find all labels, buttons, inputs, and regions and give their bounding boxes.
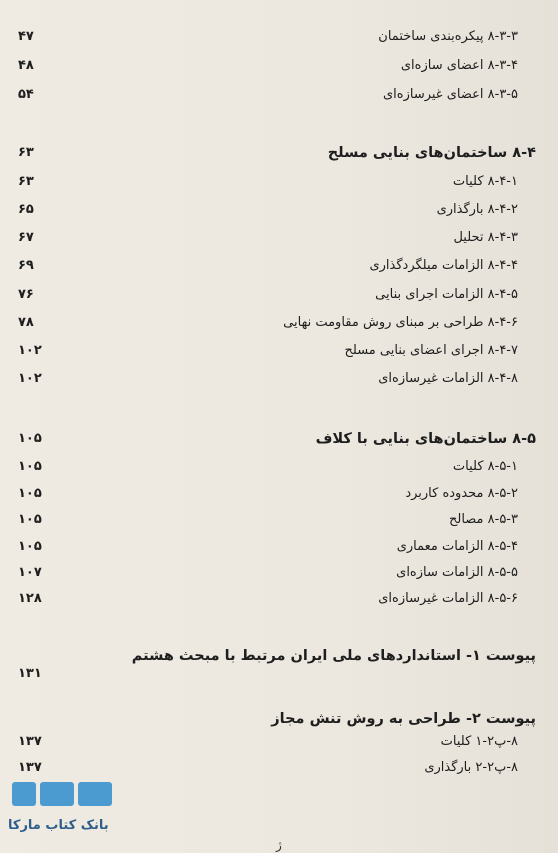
- toc-entry[interactable]: [0, 562, 558, 584]
- toc-entry[interactable]: [0, 26, 558, 48]
- marka-logo: [6, 782, 126, 842]
- toc-entry-title: ۸-۵-۲ محدوده کاربرد: [405, 486, 518, 501]
- toc-entry[interactable]: [0, 255, 558, 277]
- toc-entry-page: ۱۰۵: [18, 539, 42, 554]
- toc-entry-title: ۸-۵-۳ مصالح: [448, 512, 518, 527]
- toc-entry[interactable]: [0, 84, 558, 106]
- toc-appendix-page: ۱۳۱: [18, 666, 42, 681]
- toc-entry-page: ۱۰۵: [18, 512, 42, 527]
- toc-entry[interactable]: [0, 227, 558, 249]
- toc-entry[interactable]: [0, 757, 558, 779]
- toc-section-title: ۸-۵ ساختمان‌های بنایی با کلاف: [315, 431, 536, 447]
- toc-entry-page: ۱۰۷: [18, 565, 42, 580]
- toc-entry[interactable]: [0, 199, 558, 221]
- toc-entry-title: ۸-۴-۵ الزامات اجرای بنایی: [375, 287, 518, 302]
- toc-entry-title: ۸-۴-۳ تحلیل: [453, 230, 518, 245]
- toc-appendix[interactable]: [0, 708, 558, 730]
- toc-entry[interactable]: [0, 55, 558, 77]
- toc-entry-page: ۱۰۲: [18, 371, 42, 386]
- toc-entry-page: ۷۶: [18, 287, 34, 302]
- toc-entry-title: ۸-۳-۴ اعضای سازه‌ای: [400, 58, 518, 73]
- watermark-text: بانک کتاب مارکا: [8, 818, 109, 833]
- toc-appendix-title: پیوست ۱- استانداردهای ملی ایران مرتبط با مبحث هشتم: [131, 648, 536, 664]
- toc-entry-title: ۸-۵-۶ الزامات غیرسازه‌ای: [378, 591, 518, 606]
- toc-section-page: ۱۰۵: [18, 431, 42, 446]
- toc-entry-page: ۱۳۷: [18, 760, 42, 775]
- toc-entry[interactable]: [0, 588, 558, 610]
- toc-section[interactable]: [0, 142, 558, 164]
- toc-entry[interactable]: [0, 312, 558, 334]
- toc-entry-page: ۶۷: [18, 230, 34, 245]
- toc-entry[interactable]: [0, 340, 558, 362]
- toc-entry-title: ۸-۳-۵ اعضای غیرسازه‌ای: [382, 87, 518, 102]
- toc-entry-title: ۸-۵-۱ کلیات: [452, 459, 518, 474]
- toc-entry-title: ۸-۴-۷ اجرای اعضای بنایی مسلح: [344, 343, 518, 358]
- toc-entry-page: ۱۲۸: [18, 591, 42, 606]
- toc-section-title: ۸-۴ ساختمان‌های بنایی مسلح: [327, 145, 536, 161]
- toc-entry-page: ۷۸: [18, 315, 34, 330]
- page-footer: ژ: [276, 838, 282, 852]
- toc-section[interactable]: [0, 428, 558, 450]
- logo-mark-icon: [12, 782, 116, 808]
- toc-entry-page: ۱۰۵: [18, 459, 42, 474]
- toc-entry[interactable]: [0, 171, 558, 193]
- toc-entry-page: ۵۴: [18, 87, 34, 102]
- toc-entry[interactable]: [0, 509, 558, 531]
- toc-entry-title: ۸-۴-۱ کلیات: [452, 174, 518, 189]
- toc-entry-title: ۸-پ۲-۲ بارگذاری: [424, 760, 518, 775]
- toc-entry-title: ۸-پ۲-۱ کلیات: [440, 734, 518, 749]
- toc-entry-page: ۶۹: [18, 258, 34, 273]
- toc-entry-title: ۸-۳-۳ پیکره‌بندی ساختمان: [378, 29, 518, 44]
- toc-entry[interactable]: [0, 536, 558, 558]
- toc-entry-page: ۶۵: [18, 202, 34, 217]
- toc-entry-page: ۱۳۷: [18, 734, 42, 749]
- toc-appendix[interactable]: [0, 645, 558, 681]
- toc-entry-title: ۸-۴-۴ الزامات میلگردگذاری: [369, 258, 518, 273]
- toc-entry[interactable]: [0, 456, 558, 478]
- toc-entry-title: ۸-۵-۵ الزامات سازه‌ای: [396, 565, 518, 580]
- toc-entry-page: ۴۸: [18, 58, 34, 73]
- toc-entry-page: ۶۳: [18, 174, 34, 189]
- toc-entry[interactable]: [0, 483, 558, 505]
- toc-entry-title: ۸-۴-۸ الزامات غیرسازه‌ای: [378, 371, 518, 386]
- toc-entry-title: ۸-۴-۲ بارگذاری: [436, 202, 518, 217]
- toc-appendix-title: پیوست ۲- طراحی به روش تنش مجاز: [271, 711, 536, 727]
- toc-section-page: ۶۳: [18, 145, 34, 160]
- toc-entry[interactable]: [0, 368, 558, 390]
- toc-entry-page: ۱۰۲: [18, 343, 42, 358]
- toc-entry[interactable]: [0, 731, 558, 753]
- toc-entry-title: ۸-۵-۴ الزامات معماری: [396, 539, 518, 554]
- toc-entry-page: ۴۷: [18, 29, 34, 44]
- toc-entry-title: ۸-۴-۶ طراحی بر مبنای روش مقاومت نهایی: [283, 315, 518, 330]
- toc-entry-page: ۱۰۵: [18, 486, 42, 501]
- toc-entry[interactable]: [0, 284, 558, 306]
